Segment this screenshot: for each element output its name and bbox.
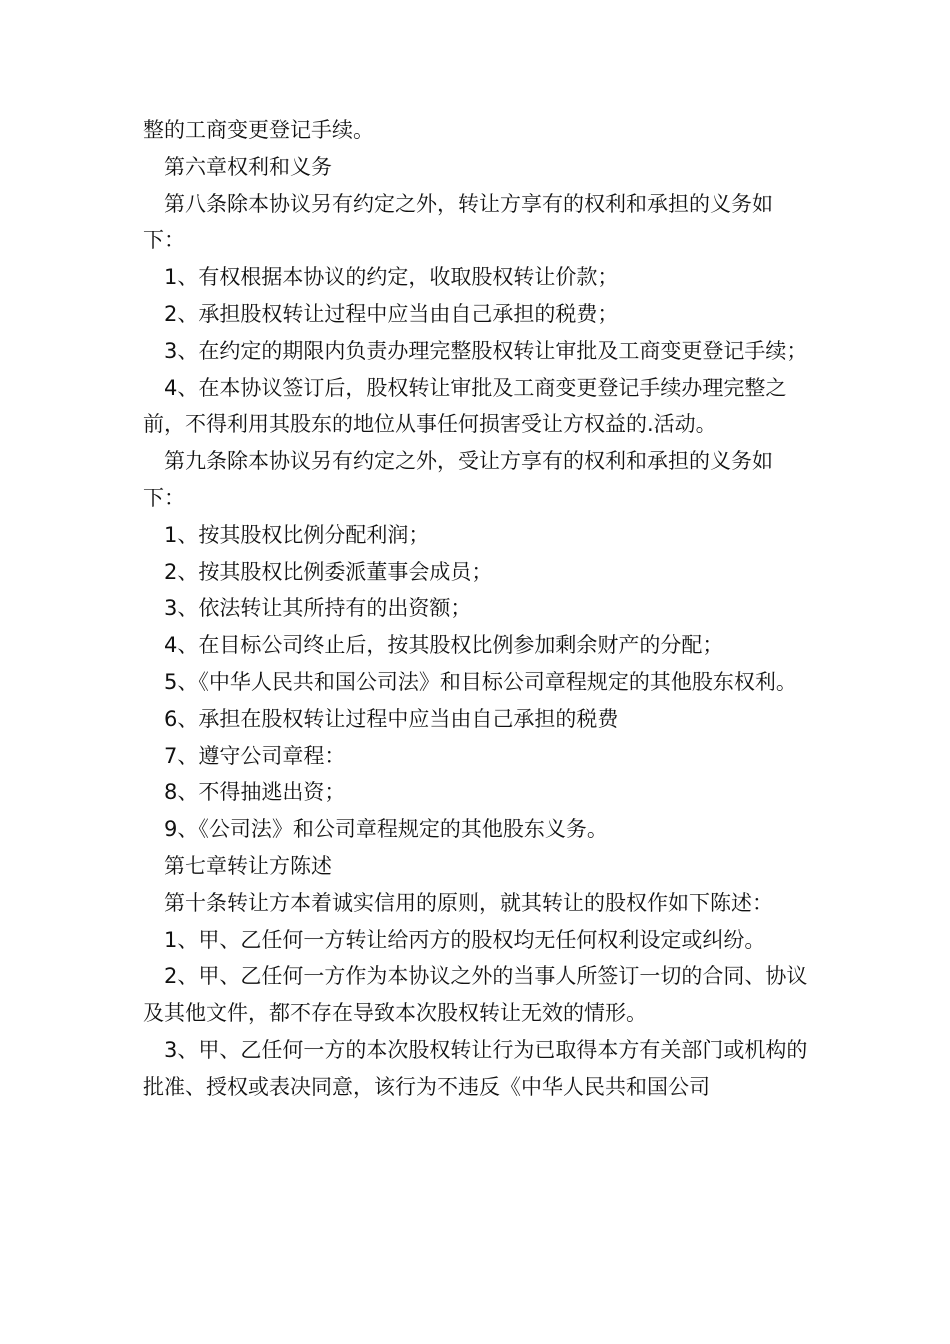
list-item: 5、《中华人民共和国公司法》和目标公司章程规定的其他股东权利。 bbox=[164, 669, 797, 694]
list-item: 1、甲、乙任何一方转让给丙方的股权均无任何权利设定或纠纷。 bbox=[164, 927, 766, 952]
list-item: 2、承担股权转让过程中应当由自己承担的税费； bbox=[164, 301, 619, 326]
list-item: 3、在约定的期限内负责办理完整股权转让审批及工商变更登记手续； bbox=[164, 338, 808, 363]
list-item: 1、有权根据本协议的约定，收取股权转让价款； bbox=[164, 265, 619, 290]
list-item: 4、在本协议签订后，股权转让审批及工商变更登记手续办理完整之前，不得利用其股东的地位从事任何损害受让方权益的.活动。 bbox=[143, 375, 787, 437]
list-item: 6、承担在股权转让过程中应当由自己承担的税费 bbox=[164, 706, 619, 731]
list-item: 2、按其股权比例委派董事会成员； bbox=[164, 559, 493, 584]
list-item: 2、甲、乙任何一方作为本协议之外的当事人所签订一切的合同、协议及其他文件，都不存在导致本次股权转让无效的情形。 bbox=[143, 964, 808, 1026]
list-item: 8、不得抽逃出资； bbox=[164, 780, 346, 805]
chapter-heading: 第六章权利和义务 bbox=[164, 154, 332, 179]
list-item: 4、在目标公司终止后，按其股权比例参加剩余财产的分配； bbox=[164, 633, 724, 658]
list-item: 9、《公司法》和公司章程规定的其他股东义务。 bbox=[164, 817, 608, 842]
chapter-heading: 第七章转让方陈述 bbox=[164, 853, 332, 878]
paragraph: 第十条转让方本着诚实信用的原则，就其转让的股权作如下陈述： bbox=[164, 890, 773, 915]
paragraph: 整的工商变更登记手续。 bbox=[143, 118, 374, 142]
list-item: 1、按其股权比例分配利润； bbox=[164, 522, 430, 547]
list-item: 3、依法转让其所持有的出资额； bbox=[164, 596, 472, 621]
paragraph: 第九条除本协议另有约定之外，受让方享有的权利和承担的义务如下： bbox=[143, 449, 773, 510]
list-item: 3、甲、乙任何一方的本次股权转让行为已取得本方有关部门或机构的批准、授权或表决同意，该行为不违反《中华人民共和国公司 bbox=[143, 1037, 808, 1099]
list-item: 7、遵守公司章程： bbox=[164, 743, 346, 768]
document-body bbox=[143, 112, 808, 1106]
paragraph: 第八条除本协议另有约定之外，转让方享有的权利和承担的义务如下： bbox=[143, 191, 773, 253]
